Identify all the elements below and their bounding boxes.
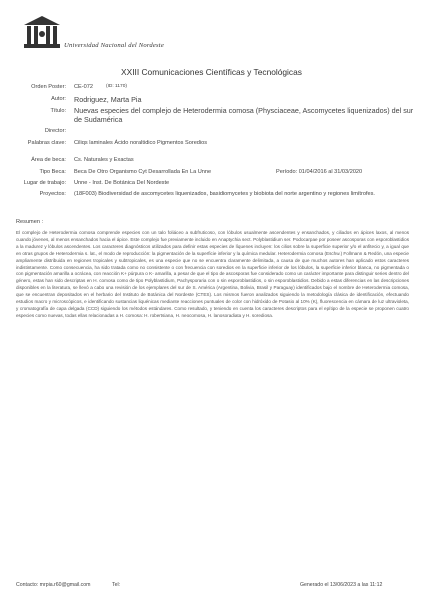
footer-tel: Tel: — [112, 582, 121, 588]
palabras-value: Ciliqs laminales Ácido noraltidico Pigmentos Soredios — [74, 140, 208, 146]
tipo-beca-label: Tipo Beca: — [39, 169, 66, 175]
resumen-text: El complejo de Heterodermia comosa comprende especies con un talo foliáceo a subfruticoso, con lóbulos usualmente ascendentes y ensanchados, y ciliados en ápices laxos, al menos cuando jóvenes, al menos ensanchados hacia el ápice. Este complejo fue previamente incluido en Anaptychia sect. Polyblastidium ser. Podocarpae por poseer ascosporas con esporoblastidios a la madurez y lóbulos ascendentes. Los caracteres diagnósticos utilizados para definir estas especies de líquenes incluyen: los cilios sobre la superficie superior y/o el anfitecio y, a igual que en otras grupos de Heterodermia s. lat., el modo de reproducción: la pigmentación de la superficie inferior y la química medular. Heterodermia comosa (Eschw.) Follmann & Redón, una especie ampliamente distribuida en regiones tropicales y subtropicales, es una especie que no se encuentra claramente delimitada, a causa de que muchos autores han aplicado estos caracteres indistintamente. Como consecuencia, ha sido tratada como no consistente o con frecuencia con soredios en la superficie inferior de los lóbulos, la superficie inferior blanca, no pigmentada o con pigmentación amarilla a ocrácea, con reacción K+ púrpura o K- amarilla, a pesar de que el tipo de ascosporas fue considerado como un carácter importante para distinguir series dentro del género, estas han sido descriptas en H. comosa como de tipo Polyblastidium, Pachysporaria con o sin esporoblastidios, o sin esporoblastidios. Debido a estas diferencias en las descripciones disponibles en la literatura, se llevó a cabo una revisión de los ejemplares del sur de S. América (Argentina, Bolivia, Brasil y Paraguay) identificados bajo el nombre de Heterodermia comosa, que se encuentran depositados en el herbario del Instituto de Botánica del Nordeste (CTES). Los mismos fueron analizados siguiendo la metodología clásica de identificación, efectuando estudios macro y microscópicos, e identificando sustancias liquénicas mediante reacciones puntuales de color con hidróxido de Potasio al 10% (K), fluorescencia en cámara de luz ultravioleta, y cromatografía de capa delgada (CCD) siguiendo los métodos estándares. Como resultado, y teniendo en cuenta los caracteres descriptos para el epítipo de la especie se proponen cuatro especies como nuevas, todas ellas relacionadas a H. comosa: H. robertsiana, H. neocomosa, H. lanosoradiata y H. sorediosa. — [16, 230, 409, 318]
university-name: Universidad Nacional del Nordeste — [64, 42, 164, 49]
periodo-value: Período: 01/04/2016 al 31/03/2020 — [276, 169, 363, 175]
area-value: Cs. Naturales y Exactas — [74, 157, 134, 163]
orden-label: Orden Poster: — [31, 84, 66, 90]
area-label: Área de beca: — [31, 157, 66, 163]
orden-id: (ID: 1170) — [106, 84, 127, 89]
event-title: XXIII Comunicaciones Científicas y Tecnológicas — [121, 67, 302, 77]
titulo-label: Título: — [50, 108, 66, 114]
footer-generated: Generado el 13/06/2023 a las 11:12 — [300, 582, 383, 588]
lugar-value: Unne - Inst. De Botánica Del Nordeste — [74, 180, 170, 186]
lugar-label: Lugar de trabajo: — [23, 180, 66, 186]
director-label: Director: — [44, 128, 66, 134]
titulo-value: Nuevas especies del complejo de Heterodermia comosa (Physciaceae, Ascomycetes liquenizados) del sur de Sudamérica — [74, 106, 414, 124]
proyectos-value: (18F003) Biodiversidad de ascomycetes liquenizados, basidiomycetes y biobiota del norte argentino y regiones limítrofes. — [74, 191, 375, 197]
tipo-beca-value: Beca De Otro Organismo Cyt Desarrollada En La Unne — [74, 169, 212, 175]
autor-value: Rodriguez, Marta Pia — [74, 95, 142, 104]
resumen-label: Resumen : — [16, 219, 44, 225]
palabras-label: Palabras clave: — [27, 140, 66, 146]
university-logo — [22, 14, 62, 52]
orden-value: CE-072 — [74, 84, 93, 90]
autor-label: Autor: — [51, 96, 66, 102]
footer-contact: Contacto: mrpia.r60@gmail.com — [16, 582, 91, 588]
proyectos-label: Proyectos: — [39, 191, 66, 197]
